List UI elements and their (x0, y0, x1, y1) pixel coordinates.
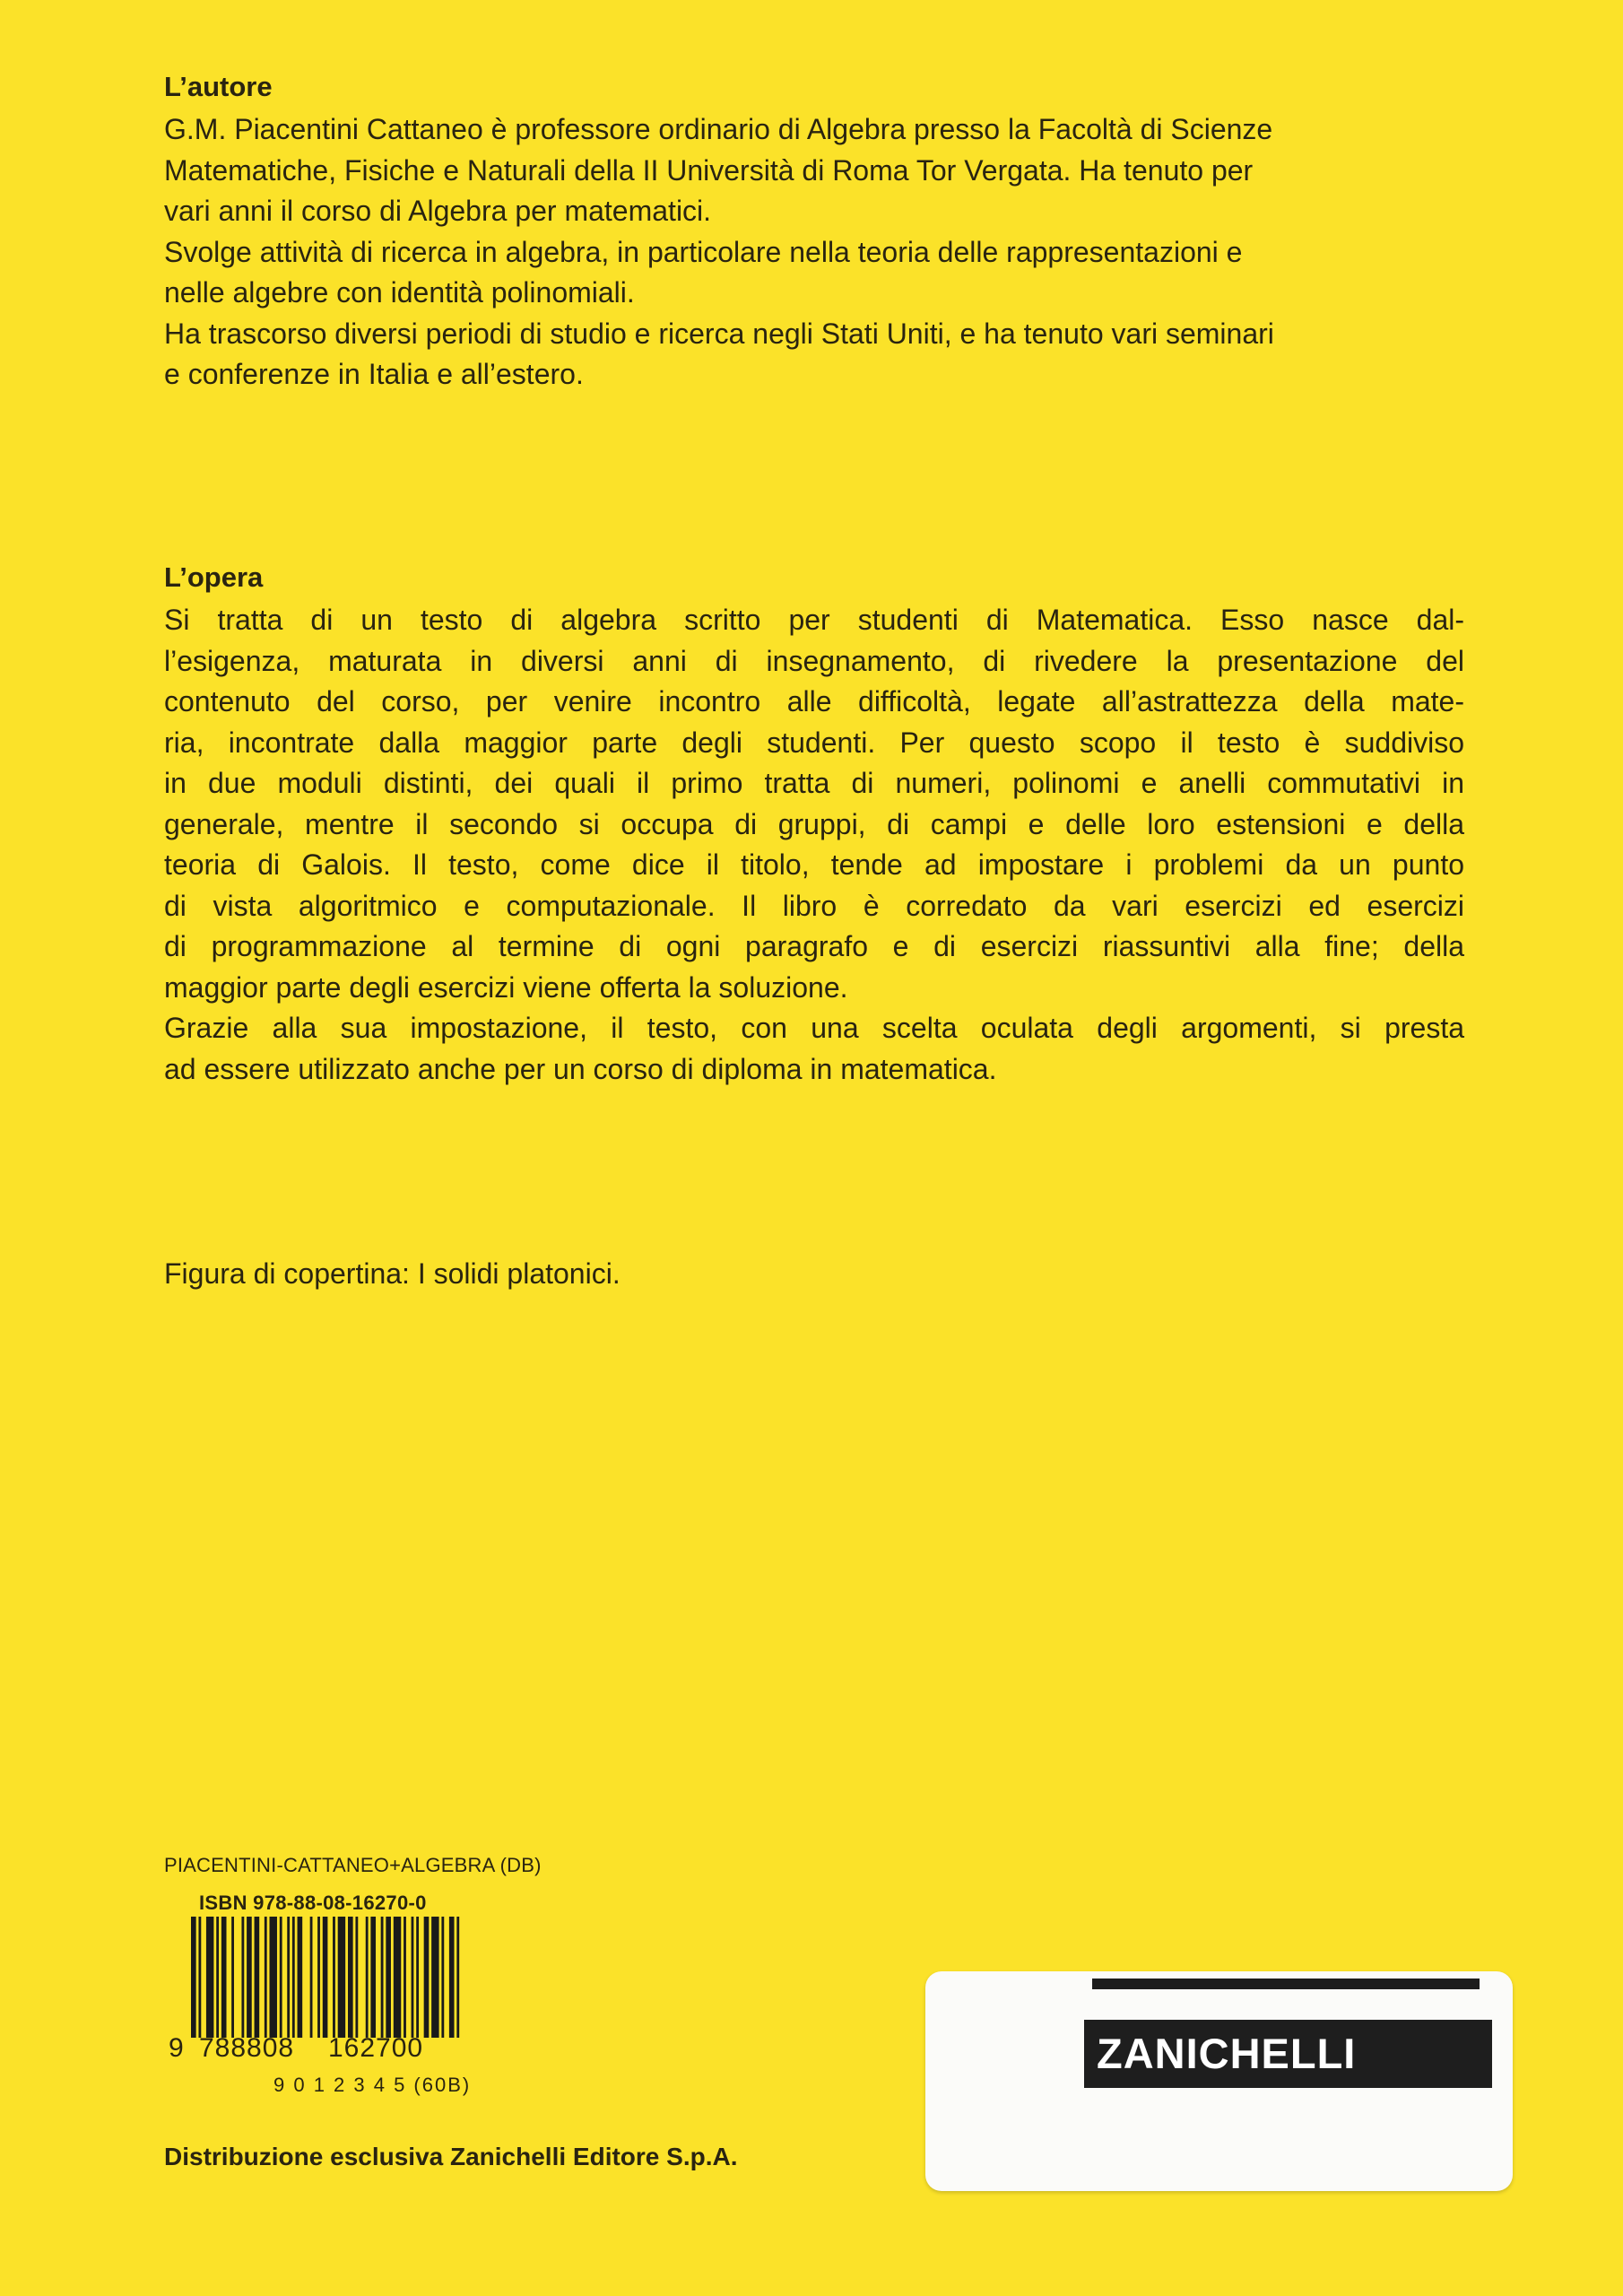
work-description-line: contenuto del corso, per venire incontro alle difficoltà, legate all’astrattezza della mate- (164, 685, 1464, 718)
barcode-bar (298, 1917, 303, 2038)
barcode-bar (386, 1917, 391, 2038)
work-heading: L’opera (164, 561, 264, 593)
author-bio-line: Svolge attività di ricerca in algebra, in particolare nella teoria delle rappresentazioni e (164, 235, 1243, 268)
author-bio-line: G.M. Piacentini Cattaneo è professore ordinario di Algebra presso la Facoltà di Scienze (164, 113, 1273, 145)
author-bio-line: vari anni il corso di Algebra per matematici. (164, 195, 712, 227)
barcode-bar (241, 1917, 244, 2038)
barcode-bar (247, 1917, 252, 2038)
barcode-bar (394, 1917, 401, 2038)
work-description-line: ad essere utilizzato anche per un corso di diploma in matematica. (164, 1052, 997, 1085)
barcode-bar (292, 1917, 295, 2038)
work-description-line: teoria di Galois. Il testo, come dice il titolo, tende ad impostare i problemi da un punto (164, 848, 1464, 881)
barcode-bar (310, 1917, 313, 2038)
barcode-bar (449, 1917, 455, 2038)
barcode-bar (255, 1917, 260, 2038)
work-description-line: Si tratta di un testo di algebra scritto per studenti di Matematica. Esso nasce dal- (164, 604, 1464, 636)
barcode-bar (366, 1917, 369, 2038)
barcode-bar (317, 1917, 320, 2038)
barcode-bar (412, 1917, 414, 2038)
barcode-digit-first: 9 (169, 2033, 184, 2063)
barcode (191, 1917, 462, 2038)
author-bio-line: Ha trascorso diversi periodi di studio e ricerca negli Stati Uniti, e ha tenuto vari seminari (164, 317, 1274, 350)
barcode-bar (338, 1917, 345, 2038)
distribution-note: Distribuzione esclusiva Zanichelli Editore S.p.A. (164, 2143, 738, 2170)
barcode-bar (348, 1917, 353, 2038)
barcode-bar (221, 1917, 227, 2038)
barcode-bar (456, 1917, 459, 2038)
barcode-bar (441, 1917, 444, 2038)
barcode-bar (424, 1917, 430, 2038)
publisher-logo: ZANICHELLI (1084, 2020, 1492, 2088)
barcode-bar (216, 1917, 219, 2038)
author-heading: L’autore (164, 71, 273, 102)
barcode-bar (231, 1917, 234, 2038)
work-description (164, 600, 1464, 1090)
author-section (164, 70, 1464, 396)
barcode-digits-right: 162700 (328, 2033, 424, 2063)
barcode-bar (198, 1917, 201, 2038)
author-bio (164, 109, 1464, 396)
barcode-bar (355, 1917, 358, 2038)
barcode-bar (323, 1917, 328, 2038)
work-description-line: Grazie alla sua impostazione, il testo, con una scelta oculata degli argomenti, si presta (164, 1012, 1464, 1044)
barcode-bar (416, 1917, 419, 2038)
barcode-bar (333, 1917, 335, 2038)
work-description-line: l’esigenza, maturata in diversi anni di insegnamento, di rivedere la presentazione del (164, 644, 1464, 677)
barcode-bar (404, 1917, 406, 2038)
sticker-band (1092, 1979, 1480, 1989)
catalog-code: 9 0 1 2 3 4 5 (60B) (273, 2074, 472, 2096)
barcode-bar (381, 1917, 384, 2038)
book-code: PIACENTINI-CATTANEO+ALGEBRA (DB) (164, 1854, 542, 1876)
author-bio-line: e conferenze in Italia e all’estero. (164, 358, 584, 390)
work-description-line: generale, mentre il secondo si occupa di gruppi, di campi e delle loro estensioni e della (164, 807, 1464, 840)
work-description-line: in due moduli distinti, dei quali il primo tratta di numeri, polinomi e anelli commutativi in (164, 767, 1464, 799)
barcode-bar (270, 1917, 277, 2038)
cover-figure-caption: Figura di copertina: I solidi platonici. (164, 1257, 621, 1290)
work-section (164, 561, 1464, 1090)
barcode-digits-left: 788808 (199, 2033, 295, 2063)
barcode-bar (191, 1917, 196, 2038)
author-bio-line: nelle algebre con identità polinomiali. (164, 276, 635, 309)
work-description-line: di vista algoritmico e computazionale. Il libro è corredato da vari esercizi ed esercizi (164, 889, 1464, 922)
barcode-bar (265, 1917, 267, 2038)
work-description-line: ria, incontrate dalla maggior parte degli studenti. Per questo scopo il testo è suddiviso (164, 726, 1464, 759)
isbn-label: ISBN 978-88-08-16270-0 (199, 1892, 427, 1914)
barcode-bar (280, 1917, 282, 2038)
barcode-bar (287, 1917, 290, 2038)
author-bio-line: Matematiche, Fisiche e Naturali della II Università di Roma Tor Vergata. Ha tenuto per (164, 153, 1254, 187)
work-description-line: maggior parte degli esercizi viene offerta la soluzione. (164, 970, 848, 1004)
work-description-line: di programmazione al termine di ogni paragrafo e di esercizi riassuntivi alla fine; della (164, 930, 1464, 962)
barcode-bar (206, 1917, 213, 2038)
barcode-bar (370, 1917, 376, 2038)
barcode-bar (431, 1917, 438, 2038)
